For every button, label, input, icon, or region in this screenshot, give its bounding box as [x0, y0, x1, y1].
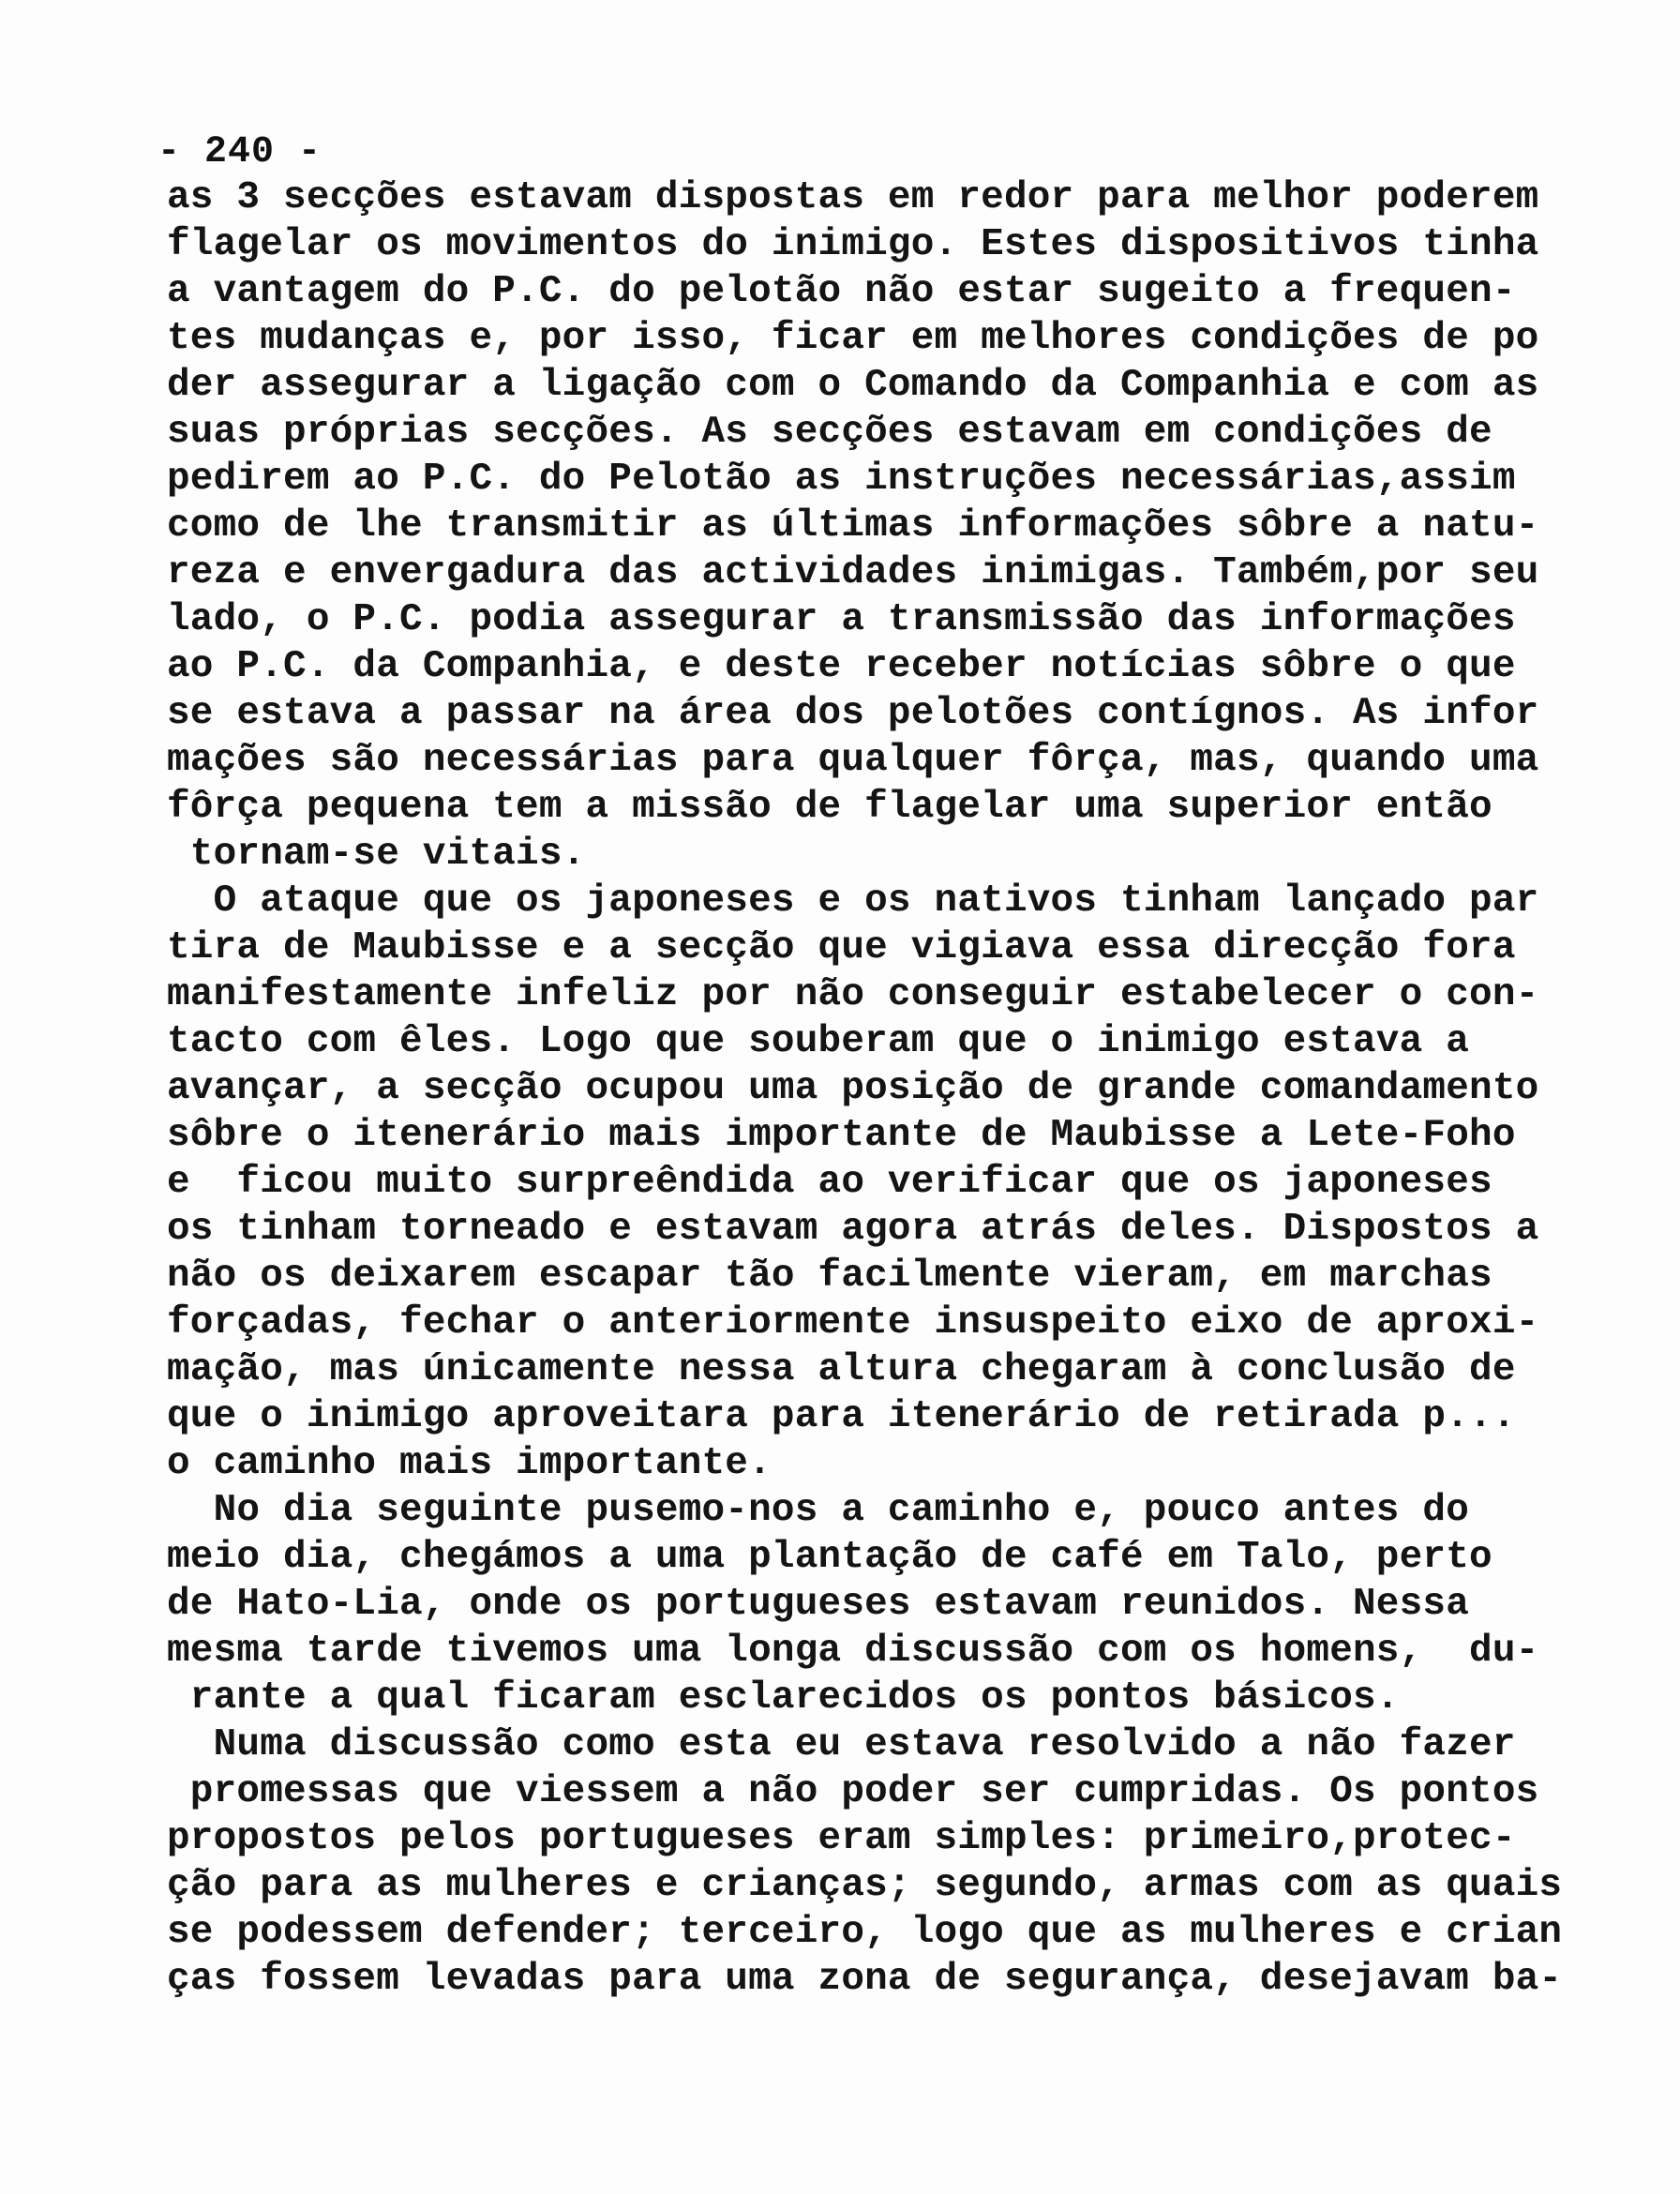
body-text	[167, 174, 1564, 2003]
text-line: O ataque que os japoneses e os nativos tinham lançado par	[167, 879, 1539, 923]
text-line: der assegurar a ligação com o Comando da Companhia e com as	[167, 364, 1539, 407]
text-line: pedirem ao P.C. do Pelotão as instruções necessárias,assim	[167, 458, 1516, 501]
text-line: avançar, a secção ocupou uma posição de grande comandamento	[167, 1067, 1539, 1110]
text-line: sôbre o itenerário mais importante de Maubisse a Lete-Foho	[167, 1114, 1516, 1157]
text-line: rante a qual ficaram esclarecidos os pontos básicos.	[167, 1676, 1400, 1720]
text-line: tes mudanças e, por isso, ficar em melhores condições de po	[167, 317, 1539, 360]
text-line: não os deixarem escapar tão facilmente vieram, em marchas	[167, 1255, 1492, 1298]
text-line: promessas que viessem a não poder ser cumpridas. Os pontos	[167, 1770, 1539, 1813]
text-line: Numa discussão como esta eu estava resolvido a não fazer	[167, 1723, 1516, 1766]
text-line: lado, o P.C. podia assegurar a transmissão das informações	[167, 598, 1516, 641]
text-line: tacto com êles. Logo que souberam que o inimigo estava a	[167, 1020, 1470, 1063]
text-line: suas próprias secções. As secções estavam em condições de	[167, 411, 1492, 454]
text-line: tornam-se vitais.	[167, 833, 586, 876]
text-line: forçadas, fechar o anteriormente insuspeito eixo de aproxi-	[167, 1301, 1539, 1345]
text-line: meio dia, chegámos a uma plantação de café em Talo, perto	[167, 1536, 1492, 1579]
text-line: ção para as mulheres e crianças; segundo, armas com as quais	[167, 1864, 1563, 1907]
text-line: fôrça pequena tem a missão de flagelar uma superior então	[167, 786, 1492, 829]
text-line: manifestamente infeliz por não conseguir estabelecer o con-	[167, 973, 1539, 1016]
text-line: de Hato-Lia, onde os portugueses estavam reunidos. Nessa	[167, 1583, 1470, 1626]
text-line: a vantagem do P.C. do pelotão não estar sugeito a frequen-	[167, 270, 1516, 313]
text-line: mesma tarde tivemos uma longa discussão com os homens, du-	[167, 1630, 1539, 1673]
text-line: como de lhe transmitir as últimas informações sôbre a natu-	[167, 504, 1539, 548]
text-line: propostos pelos portugueses eram simples: primeiro,protec-	[167, 1817, 1516, 1860]
text-line: reza e envergadura das actividades inimigas. Também,por seu	[167, 551, 1539, 594]
text-line: ças fossem levadas para uma zona de segurança, desejavam ba-	[167, 1958, 1563, 2001]
text-line: as 3 secções estavam dispostas em redor para melhor poderem	[167, 176, 1539, 219]
text-line: ao P.C. da Companhia, e deste receber notícias sôbre o que	[167, 645, 1516, 688]
text-line: tira de Maubisse e a secção que vigiava essa direcção fora	[167, 926, 1516, 969]
text-line: se estava a passar na área dos pelotões contígnos. As infor	[167, 692, 1539, 735]
text-line: mação, mas únicamente nessa altura chegaram à conclusão de	[167, 1348, 1516, 1391]
text-line: se podessem defender; terceiro, logo que as mulheres e crian	[167, 1911, 1563, 1954]
page-number: - 240 -	[158, 131, 322, 173]
text-line: que o inimigo aproveitara para itenerário de retirada p...	[167, 1395, 1516, 1438]
text-line: No dia seguinte pusemo-nos a caminho e, pouco antes do	[167, 1489, 1470, 1532]
text-line: o caminho mais importante.	[167, 1442, 772, 1485]
text-line: flagelar os movimentos do inimigo. Estes dispositivos tinha	[167, 223, 1539, 266]
text-line: os tinham torneado e estavam agora atrás deles. Dispostos a	[167, 1208, 1539, 1251]
text-line: mações são necessárias para qualquer fôrça, mas, quando uma	[167, 739, 1539, 782]
text-line: e ficou muito surpreêndida ao verificar que os japoneses	[167, 1161, 1492, 1204]
